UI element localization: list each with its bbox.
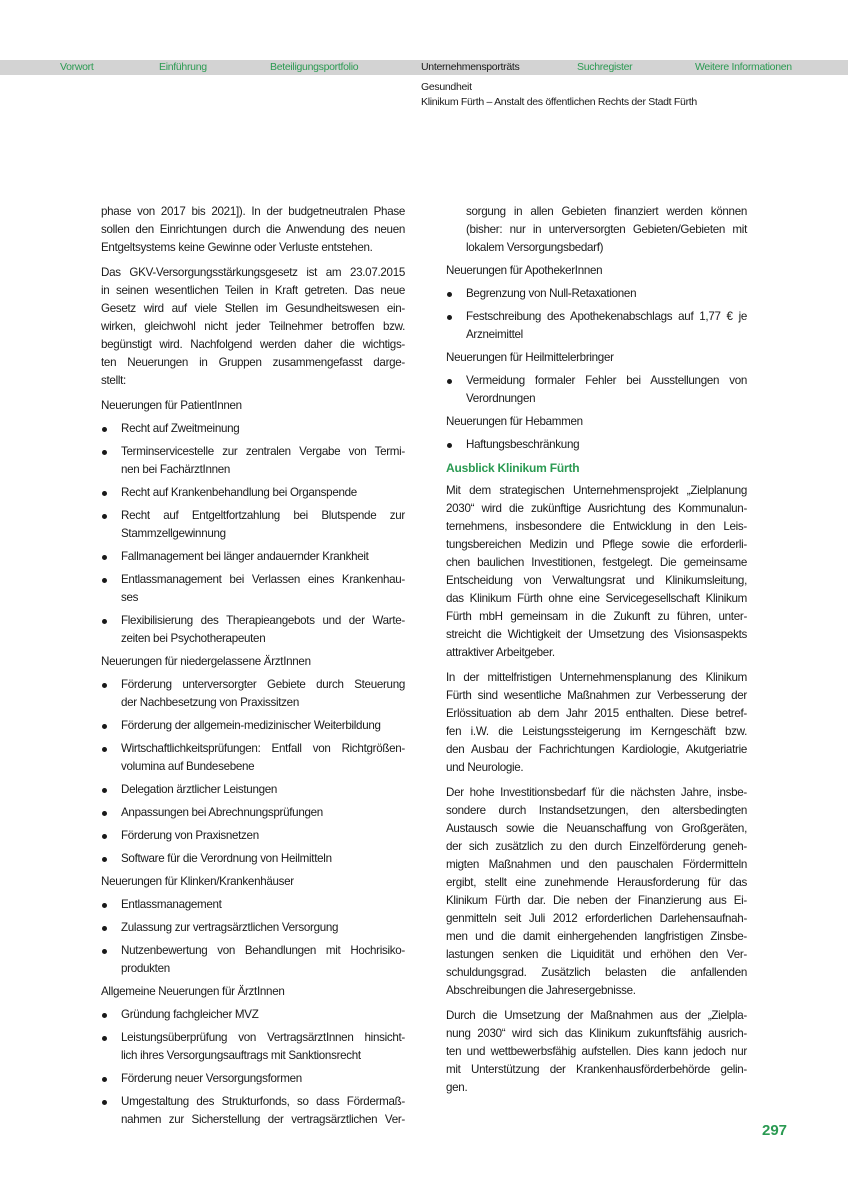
bullet-icon xyxy=(447,443,452,448)
text-line: Terminservicestelle zur zentralen Vergabe von Termi- xyxy=(121,445,405,458)
nav-link-vorwort[interactable]: Vorwort xyxy=(60,61,94,73)
right-column xyxy=(446,203,747,1104)
bullet-icon xyxy=(447,379,452,384)
nav-link-einfuehrung[interactable]: Einführung xyxy=(159,61,207,73)
bullet-icon xyxy=(447,292,452,297)
text-line: 2030“ wird die zukünftige Ausrichtung des Kommunalun- xyxy=(446,502,747,515)
nav-link-weitere-informationen[interactable]: Weitere Informationen xyxy=(695,61,792,73)
text-line: mit Unterstützung der Krankenhausförderbehörde gelin- xyxy=(446,1063,747,1076)
text-line: volumina auf Bundesebene xyxy=(121,760,255,773)
text-line: streicht die Wichtigkeit der Umsetzung des Visionsaspekts xyxy=(446,628,747,641)
text-line: Durch die Umsetzung der Maßnahmen aus der „Zielpla- xyxy=(446,1009,747,1022)
text-line: begünstigt wird. Nachfolgend werden daher die wichtigs- xyxy=(101,338,405,351)
text-line: fen i.W. die Leistungssteigerung im Kerngeschäft bzw. xyxy=(446,725,747,738)
text-line: stellt: xyxy=(101,374,126,387)
text-line: lich ihres Versorgungsauftrags mit Sanktionsrecht xyxy=(121,1049,361,1062)
bullet-icon xyxy=(102,491,107,496)
text-line: In der mittelfristigen Unternehmensplanung des Klinikum xyxy=(446,671,747,684)
bullet-icon xyxy=(102,578,107,583)
text-line: Recht auf Krankenbehandlung bei Organspende xyxy=(121,486,357,499)
page-number: 297 xyxy=(762,1122,788,1139)
text-line: Haftungsbeschränkung xyxy=(466,438,580,451)
text-line: das Klinikum Fürth ohne eine Servicegesellschaft Klinikum xyxy=(446,592,747,605)
text-line: Begrenzung von Null-Retaxationen xyxy=(466,287,637,300)
nav-link-unternehmensportraets[interactable]: Unternehmensporträts xyxy=(421,61,520,73)
bullet-icon xyxy=(102,514,107,519)
bullet-icon xyxy=(102,683,107,688)
text-line: Fürth mbH gemeinsam in die Zukunft zu führen, unter- xyxy=(446,610,747,623)
bullet-icon xyxy=(102,1077,107,1082)
list-item xyxy=(101,942,405,978)
text-line: chen baulichen Investitionen, festgelegt. Die gemeinsame xyxy=(446,556,747,569)
bullet-icon xyxy=(102,724,107,729)
bullet-icon xyxy=(102,926,107,931)
list-item xyxy=(101,896,405,914)
list-item xyxy=(101,484,405,502)
text-line: Klinikum Fürth dar. Die neben der Finanzierung aus Ei- xyxy=(446,894,747,907)
text-line: genmitteln seit Juli 2012 erforderlichen Darlehensaufnah- xyxy=(446,912,747,925)
text-line: Förderung neuer Versorgungsformen xyxy=(121,1072,302,1085)
bullet-icon xyxy=(102,788,107,793)
text-line: Software für die Verordnung von Heilmitteln xyxy=(121,852,332,865)
text-line: Gründung fachgleicher MVZ xyxy=(121,1008,259,1021)
list-item xyxy=(101,1006,405,1024)
bullet-icon xyxy=(102,427,107,432)
text-line: Delegation ärztlicher Leistungen xyxy=(121,783,278,796)
text-line: lokalem Versorgungsbedarf) xyxy=(466,241,604,254)
text-line: Festschreibung des Apothekenabschlags auf 1,77 € je xyxy=(466,310,747,323)
text-line: Recht auf Zweitmeinung xyxy=(121,422,240,435)
group-heading: Neuerungen für niedergelassene ÄrztInnen xyxy=(101,655,311,668)
group-heading: Neuerungen für ApothekerInnen xyxy=(446,264,603,277)
list-item xyxy=(101,1093,405,1129)
text-line: schuldungsgrad. Zusätzlich belasten die anfallenden xyxy=(446,966,747,979)
text-line: Austausch sowie die Neuanschaffung von Großgeräten, xyxy=(446,822,747,835)
text-line: wirken, gleichwohl nicht jeder Teilnehmer betroffen bzw. xyxy=(101,320,405,333)
text-line: produkten xyxy=(121,962,170,975)
text-line: Zulassung zur vertragsärztlichen Versorgung xyxy=(121,921,339,934)
list-item xyxy=(101,612,405,648)
text-line: Anpassungen bei Abrechnungsprüfungen xyxy=(121,806,323,819)
text-line: sorgung in allen Gebieten finanziert werden können xyxy=(466,205,747,218)
list-item xyxy=(101,1029,405,1065)
text-line: Verordnungen xyxy=(466,392,536,405)
bullet-icon xyxy=(102,747,107,752)
text-line: nahmen zur Sicherstellung der vertragsärztlichen Ver- xyxy=(121,1113,405,1126)
text-line: nung 2030“ wird sich das Klinikum zukunftsfähig ausrich- xyxy=(446,1027,747,1040)
text-line: Flexibilisierung des Therapieangebots und der Warte- xyxy=(121,614,405,627)
text-line: Abschreibungen die Jahresergebnisse. xyxy=(446,984,636,997)
list-item xyxy=(101,571,405,607)
list-item xyxy=(101,676,405,712)
text-line: ses xyxy=(121,591,139,604)
text-line: Mit dem strategischen Unternehmensprojekt „Zielplanung xyxy=(446,484,747,497)
list-item xyxy=(101,804,405,822)
list-item xyxy=(101,850,405,868)
text-line: Entgeltsystems keine Gewinne oder Verluste entstehen. xyxy=(101,241,373,254)
section-heading: Ausblick Klinikum Fürth xyxy=(446,461,580,475)
paragraph xyxy=(446,669,747,777)
text-line: Förderung von Praxisnetzen xyxy=(121,829,259,842)
list-item xyxy=(101,1070,405,1088)
text-line: Gesetz wird auf viele Stellen im Gesundheitswesen ein- xyxy=(101,302,405,315)
text-line: attraktiver Arbeitgeber. xyxy=(446,646,555,659)
bullet-icon xyxy=(102,1036,107,1041)
text-line: Erlössituation ab dem Jahr 2015 enthalten. Diese betref- xyxy=(446,707,747,720)
text-line: Stammzellgewinnung xyxy=(121,527,226,540)
text-line: Recht auf Entgeltfortzahlung bei Blutspende zur xyxy=(121,509,405,522)
text-line: migten Maßnahmen und den pauschalen Fördermitteln xyxy=(446,858,747,871)
list-item xyxy=(101,548,405,566)
list-item xyxy=(446,436,747,454)
text-line: phase von 2017 bis 2021]). In der budgetneutralen Phase xyxy=(101,205,405,218)
text-line: (bisher: nur in unterversorgten Gebieten/Gebieten mit xyxy=(466,223,747,236)
list-item xyxy=(101,717,405,735)
bullet-icon xyxy=(102,903,107,908)
text-line: zeiten bei Psychotherapeuten xyxy=(121,632,266,645)
paragraph xyxy=(101,203,405,257)
text-line: Entlassmanagement xyxy=(121,898,222,911)
text-line: ten Neuerungen in Gruppen zusammengefasst darge- xyxy=(101,356,405,369)
list-item xyxy=(446,203,747,257)
bullet-icon xyxy=(102,949,107,954)
text-line: sollen den Einrichtungen durch die Anwendung des neuen xyxy=(101,223,405,236)
paragraph xyxy=(446,1007,747,1097)
list-item xyxy=(446,285,747,303)
text-line: Entscheidung von Verwaltungsrat und Klinikumsleitung, xyxy=(446,574,747,587)
text-line: tungsbereichen Medizin und Pflege sowie die erforderli- xyxy=(446,538,747,551)
bullet-icon xyxy=(102,450,107,455)
bullet-icon xyxy=(102,1100,107,1105)
breadcrumb-section: Gesundheit xyxy=(421,81,472,93)
text-line: Der hohe Investitionsbedarf für die nächsten Jahre, insbe- xyxy=(446,786,747,799)
text-line: lastungen senken die Liquidität und erhöhen den Ver- xyxy=(446,948,747,961)
group-heading: Allgemeine Neuerungen für ÄrztInnen xyxy=(101,985,285,998)
list-item xyxy=(101,919,405,937)
nav-link-suchregister[interactable]: Suchregister xyxy=(577,61,633,73)
group-heading: Neuerungen für PatientInnen xyxy=(101,399,242,412)
bullet-icon xyxy=(447,315,452,320)
breadcrumb-company: Klinikum Fürth – Anstalt des öffentlichen Rechts der Stadt Fürth xyxy=(421,96,697,108)
bullet-icon xyxy=(102,834,107,839)
text-line: sondere durch Instandsetzungen, den altersbedingten xyxy=(446,804,747,817)
group-heading: Neuerungen für Hebammen xyxy=(446,415,583,428)
text-line: Entlassmanagement bei Verlassen eines Krankenhau- xyxy=(121,573,405,586)
text-line: men und die damit einhergehenden langfristigen Zinsbe- xyxy=(446,930,747,943)
text-line: Wirtschaftlichkeitsprüfungen: Entfall von Richtgrößen- xyxy=(121,742,405,755)
list-item xyxy=(101,827,405,845)
group-heading: Neuerungen für Heilmittelerbringer xyxy=(446,351,614,364)
left-column xyxy=(101,203,405,1134)
text-line: ergibt, stellt eine zunehmende Herausforderung für das xyxy=(446,876,747,889)
text-line: Förderung der allgemein-medizinischer Weiterbildung xyxy=(121,719,381,732)
list-item xyxy=(101,740,405,776)
text-line: der sich zusätzlich zu den durch Einzelförderung geneh- xyxy=(446,840,747,853)
paragraph xyxy=(446,482,747,662)
text-line: Leistungsüberprüfung von VertragsärztInnen hinsicht- xyxy=(121,1031,405,1044)
paragraph xyxy=(101,264,405,390)
text-line: Das GKV-Versorgungsstärkungsgesetz ist am 23.07.2015 xyxy=(101,266,405,279)
text-line: der Nachbesetzung von Praxissitzen xyxy=(121,696,299,709)
text-line: Vermeidung formaler Fehler bei Ausstellungen von xyxy=(466,374,747,387)
list-item xyxy=(101,507,405,543)
bullet-icon xyxy=(102,555,107,560)
nav-link-beteiligungsportfolio[interactable]: Beteiligungsportfolio xyxy=(270,61,359,73)
bullet-icon xyxy=(102,811,107,816)
text-line: ternehmens, insbesondere die Entwicklung in den Leis- xyxy=(446,520,747,533)
text-line: nen bei FachärztInnen xyxy=(121,463,231,476)
text-line: Fürth sind wesentliche Maßnahmen zur Verbesserung der xyxy=(446,689,747,702)
text-line: Arzneimittel xyxy=(466,328,523,341)
list-item xyxy=(446,372,747,408)
text-line: Fallmanagement bei länger andauernder Krankheit xyxy=(121,550,369,563)
text-line: in seinen wesentlichen Teilen in Kraft getreten. Das neue xyxy=(101,284,405,297)
bullet-icon xyxy=(102,1013,107,1018)
bullet-icon xyxy=(102,857,107,862)
list-item xyxy=(101,443,405,479)
text-line: den Ausbau der Fachrichtungen Kardiologie, Akutgeriatrie xyxy=(446,743,747,756)
text-line: gen. xyxy=(446,1081,468,1094)
text-line: Umgestaltung des Strukturfonds, so dass Fördermaß- xyxy=(121,1095,405,1108)
list-item xyxy=(446,308,747,344)
text-line: Förderung unterversorgter Gebiete durch Steuerung xyxy=(121,678,405,691)
paragraph xyxy=(446,784,747,1000)
text-line: Nutzenbewertung von Behandlungen mit Hochrisiko- xyxy=(121,944,405,957)
list-item xyxy=(101,420,405,438)
text-line: ten und wettbewerbsfähig aufstellen. Dies kann jedoch nur xyxy=(446,1045,747,1058)
bullet-icon xyxy=(102,619,107,624)
text-line: und Neurologie. xyxy=(446,761,524,774)
group-heading: Neuerungen für Klinken/Krankenhäuser xyxy=(101,875,294,888)
list-item xyxy=(101,781,405,799)
